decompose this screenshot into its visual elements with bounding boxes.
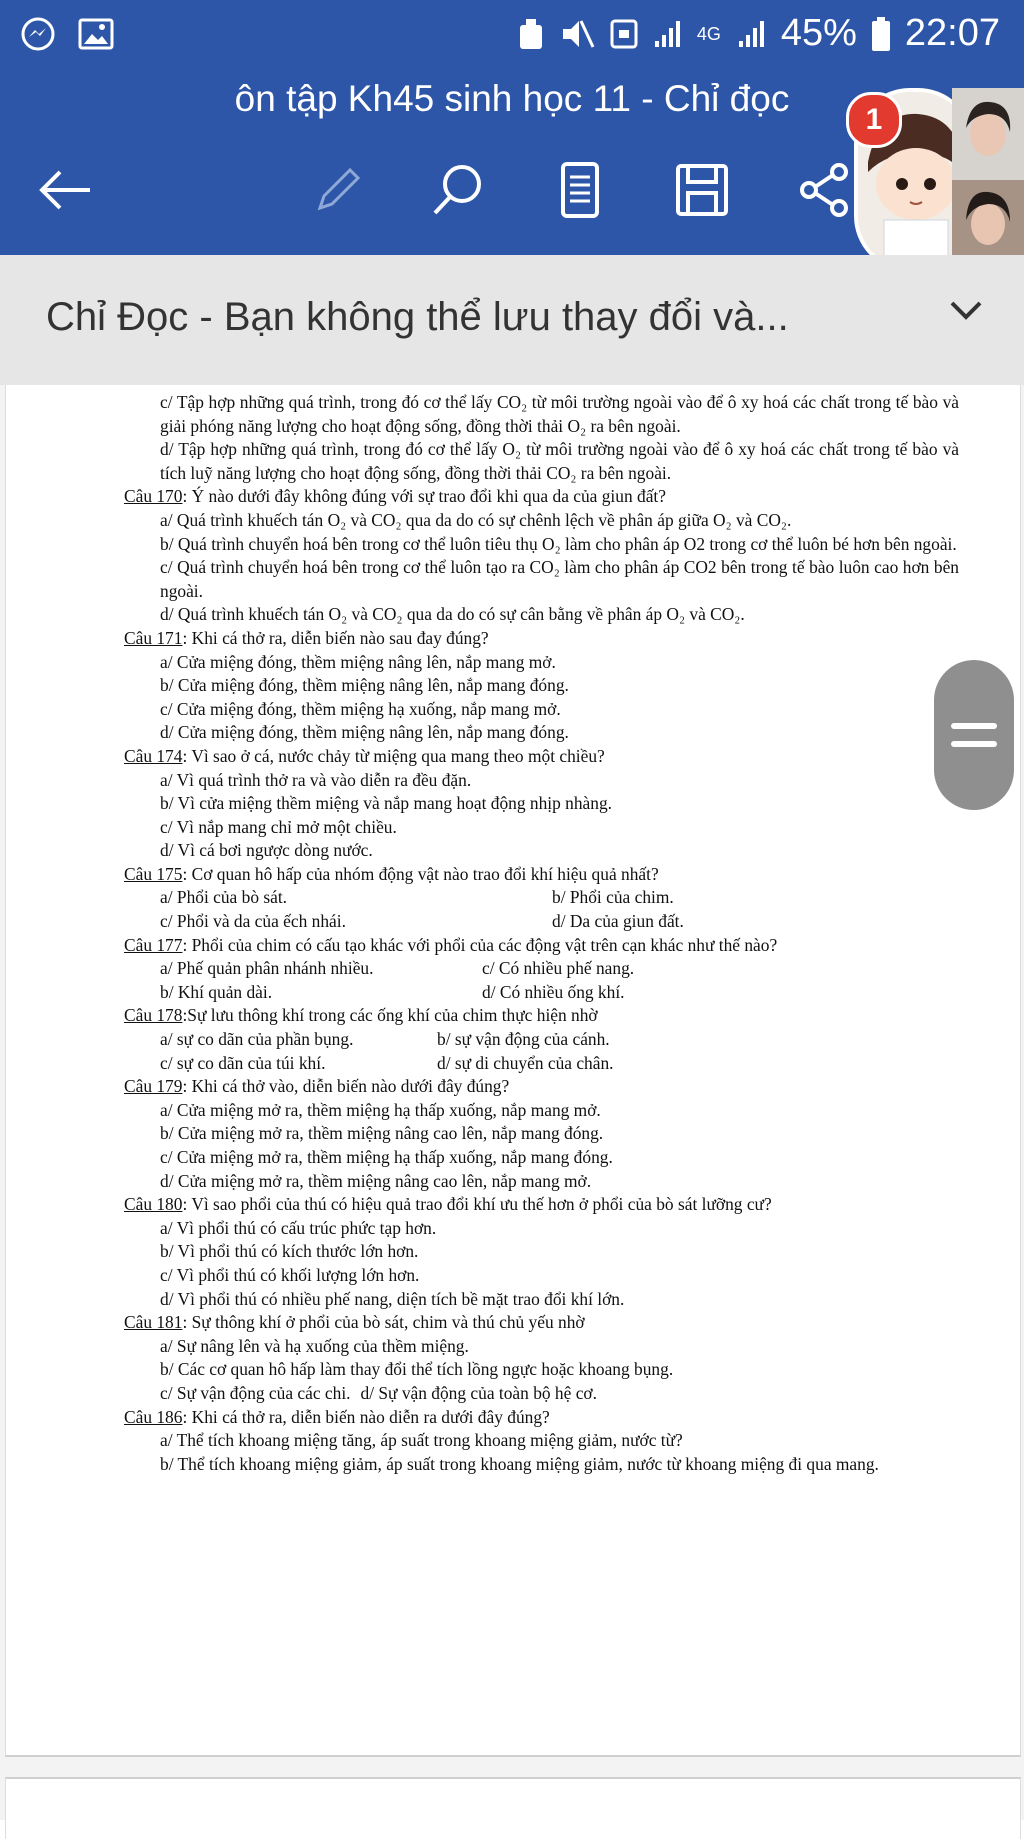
back-button[interactable] [25, 145, 105, 235]
share-button[interactable] [784, 145, 864, 235]
save-button[interactable] [662, 145, 742, 235]
option: d/ Sự vận động của toàn bộ hệ cơ. [360, 1382, 597, 1403]
android-icon [517, 17, 545, 51]
photo-avatar-icon [952, 88, 1024, 180]
edit-button[interactable] [298, 145, 378, 235]
option: d/ Da của giun đất. [552, 911, 684, 932]
question-text: : Phổi của chim có cấu tạo khác với phổi của các động vật trên cạn khác như thế nào? [182, 934, 778, 955]
option-row [124, 910, 959, 934]
option: b/ Các cơ quan hô hấp làm thay đổi thể tích lồng ngực hoặc khoang bụng. [160, 1359, 674, 1380]
question-text: : Khi cá thở ra, diễn biến nào sau đay đúng? [182, 627, 489, 648]
question-text: :Sự lưu thông khí trong các ống khí của chim thực hiện nhờ [182, 1005, 598, 1026]
question-number: Câu 174 [124, 745, 183, 766]
pencil-icon [310, 162, 366, 218]
question-number: Câu 177 [124, 934, 183, 955]
option: c/ sự co dãn của túi khí. [160, 1052, 326, 1073]
option: d/ Có nhiều ống khí. [482, 981, 625, 1002]
question-number: Câu 171 [124, 627, 183, 648]
question-text: : Ý nào dưới đây không đúng với sự trao đổi khi qua da của giun đất? [182, 486, 666, 507]
option: b/ Phổi của chim. [552, 887, 674, 908]
app-bar [0, 0, 1024, 255]
option: a/ Phế quản phân nhánh nhiều. [160, 958, 374, 979]
option: c/ Cửa miệng mở ra, thềm miệng hạ thấp xuống, nắp mang đóng. [160, 1147, 613, 1167]
question-text: : Vì sao ở cá, nước chảy từ miệng qua mang theo một chiều? [182, 745, 605, 766]
option: c/ Tập hợp những quá trình, trong đó cơ thể lấy CO₂ từ môi trường ngoài vào để ô xy hoá các chất trong tế bào và giải phóng năng lượng cho hoạt động sống, đồng thời thải O₂ ra bên ngoài. [160, 392, 959, 436]
option-row [124, 1052, 959, 1076]
option: a/ Vì quá trình thở ra và vào diễn ra đều đặn. [160, 769, 472, 790]
option: b/ Quá trình chuyển hoá bên trong cơ thể luôn tiêu thụ O₂ làm cho phân áp O2 trong cơ thể luôn bé hơn bên ngoài. [160, 533, 957, 554]
chevron-down-icon[interactable] [948, 299, 984, 328]
clock: 22:07 [904, 12, 1000, 54]
question [124, 934, 959, 958]
question [124, 1075, 959, 1099]
question-number: Câu 178 [124, 1005, 183, 1026]
avatar-user-1[interactable] [952, 88, 1024, 180]
fast-scroll-handle[interactable] [934, 660, 1014, 810]
mute-icon [559, 17, 595, 51]
option-row [124, 1028, 959, 1052]
question-number: Câu 179 [124, 1076, 183, 1097]
question-text: : Khi cá thở vào, diễn biến nào dưới đây đúng? [182, 1076, 510, 1097]
option: a/ Sự nâng lên và hạ xuống của thềm miệng. [160, 1335, 469, 1356]
document-title: ôn tập Kh45 sinh học 11 - Chỉ đọc [234, 78, 790, 119]
search-icon [429, 161, 487, 219]
option-row [124, 981, 959, 1005]
question-number: Câu 175 [124, 863, 183, 884]
question-number: Câu 186 [124, 1406, 183, 1427]
back-arrow-icon [36, 168, 94, 212]
question [124, 745, 959, 769]
option: a/ Cửa miệng mở ra, thềm miệng hạ thấp xuống, nắp mang mở. [160, 1099, 601, 1120]
option: a/ Phổi của bò sát. [160, 887, 288, 908]
option: c/ Sự vận động của các chi. [160, 1382, 351, 1403]
option: a/ Vì phổi thú có cấu trúc phức tạp hơn. [160, 1217, 437, 1238]
option: a/ Cửa miệng đóng, thềm miệng nâng lên, nắp mang mở. [160, 651, 556, 672]
battery-percent: 45% [780, 12, 857, 54]
option: c/ Vì nắp mang chỉ mở một chiều. [160, 816, 397, 837]
question [124, 627, 959, 651]
search-button[interactable] [418, 145, 498, 235]
question-text: : Khi cá thở ra, diễn biến nào diễn ra dưới đây đúng? [182, 1406, 550, 1427]
option: d/ Tập hợp những quá trình, trong đó cơ thể lấy O₂ từ môi trường ngoài vào để ô xy hoá các chất trong tế bào và tích luỹ năng lượng cho hoạt động sống, đồng thời thải CO₂ ra bên ngoài. [160, 439, 959, 483]
grip-line [951, 741, 997, 747]
option: b/ Khí quản dài. [160, 981, 273, 1002]
option-row [124, 957, 959, 981]
question-text: : Sự thông khí ở phổi của bò sát, chim và thú chủ yếu nhờ [182, 1312, 585, 1333]
messenger-icon [20, 16, 56, 52]
share-icon [797, 162, 851, 218]
document-text [124, 391, 959, 1476]
question-text: : Cơ quan hô hấp của nhóm động vật nào trao đổi khí hiệu quả nhất? [182, 863, 659, 884]
question [124, 863, 959, 887]
reading-view-button[interactable] [540, 145, 620, 235]
option: c/ Cửa miệng đóng, thềm miệng hạ xuống, nắp mang mở. [160, 698, 561, 719]
question-number: Câu 180 [124, 1194, 183, 1215]
option: c/ Phổi và da của ếch nhái. [160, 911, 346, 932]
save-icon [675, 163, 729, 217]
notification-badge: 1 [846, 92, 902, 148]
question [124, 485, 959, 509]
option: b/ sự vận động của cánh. [437, 1029, 610, 1050]
question [124, 1193, 959, 1217]
grip-line [951, 723, 997, 729]
signal-icon [653, 19, 683, 49]
option: b/ Vì phổi thú có kích thước lớn hơn. [160, 1241, 419, 1262]
document-icon [560, 161, 600, 219]
chat-heads[interactable] [854, 88, 1024, 268]
status-bar [0, 0, 1024, 72]
option: b/ Thể tích khoang miệng giảm, áp suất trong khoang miệng giảm, nước từ khoang miệng đi qua mang. [160, 1453, 879, 1474]
banner-text: Chỉ Đọc - Bạn không thể lưu thay đổi và... [46, 295, 789, 339]
document-viewport[interactable] [0, 385, 1024, 1820]
nfc-icon [609, 18, 639, 50]
option: d/ Vì phổi thú có nhiều phế nang, diện tích bề mặt trao đổi khí lớn. [160, 1288, 625, 1309]
question-number: Câu 170 [124, 486, 183, 507]
option: c/ Quá trình chuyển hoá bên trong cơ thể luôn tạo ra CO₂ làm cho phân áp CO2 bên trong tế bào luôn cao hơn bên ngoài. [160, 557, 959, 601]
question-text: : Vì sao phổi của thú có hiệu quả trao đổi khí ưu thế hơn ở phổi của bò sát lưỡng cư? [182, 1194, 772, 1215]
option: a/ Thể tích khoang miệng tăng, áp suất trong khoang miệng giảm, nước từ? [160, 1430, 683, 1451]
option: b/ Vì cửa miệng thềm miệng và nắp mang hoạt động nhịp nhàng. [160, 793, 612, 814]
next-document-page [5, 1777, 1021, 1839]
option: b/ Cửa miệng đóng, thềm miệng nâng lên, nắp mang đóng. [160, 675, 569, 696]
option-row [124, 1382, 959, 1406]
question [124, 1004, 959, 1028]
option: b/ Cửa miệng mở ra, thềm miệng nâng cao lên, nắp mang đóng. [160, 1123, 604, 1144]
option: d/ sự di chuyển của chân. [437, 1052, 614, 1073]
option: d/ Vì cá bơi ngược dòng nước. [160, 840, 373, 861]
read-only-banner[interactable] [0, 255, 1024, 386]
option: c/ Vì phổi thú có khối lượng lớn hơn. [160, 1264, 420, 1285]
option: d/ Quá trình khuếch tán O₂ và CO₂ qua da do có sự cân bằng về phân áp O₂ và CO₂. [160, 604, 745, 625]
document-page [5, 385, 1021, 1757]
network-type: 4G [696, 23, 721, 44]
option-row [124, 886, 959, 910]
gallery-icon [78, 18, 114, 50]
option: d/ Cửa miệng mở ra, thềm miệng nâng cao lên, nắp mang mở. [160, 1170, 592, 1191]
option: d/ Cửa miệng đóng, thềm miệng nâng lên, nắp mang đóng. [160, 722, 569, 743]
option: a/ Quá trình khuếch tán O₂ và CO₂ qua da do có sự chênh lệch về phân áp giữa O₂ và CO₂. [160, 509, 792, 530]
question [124, 1406, 959, 1430]
battery-icon [871, 16, 891, 52]
question-number: Câu 181 [124, 1312, 183, 1333]
question [124, 1311, 959, 1335]
option: a/ sự co dãn của phần bụng. [160, 1029, 354, 1050]
option: c/ Có nhiều phế nang. [482, 958, 635, 979]
signal-2-icon [737, 19, 767, 49]
